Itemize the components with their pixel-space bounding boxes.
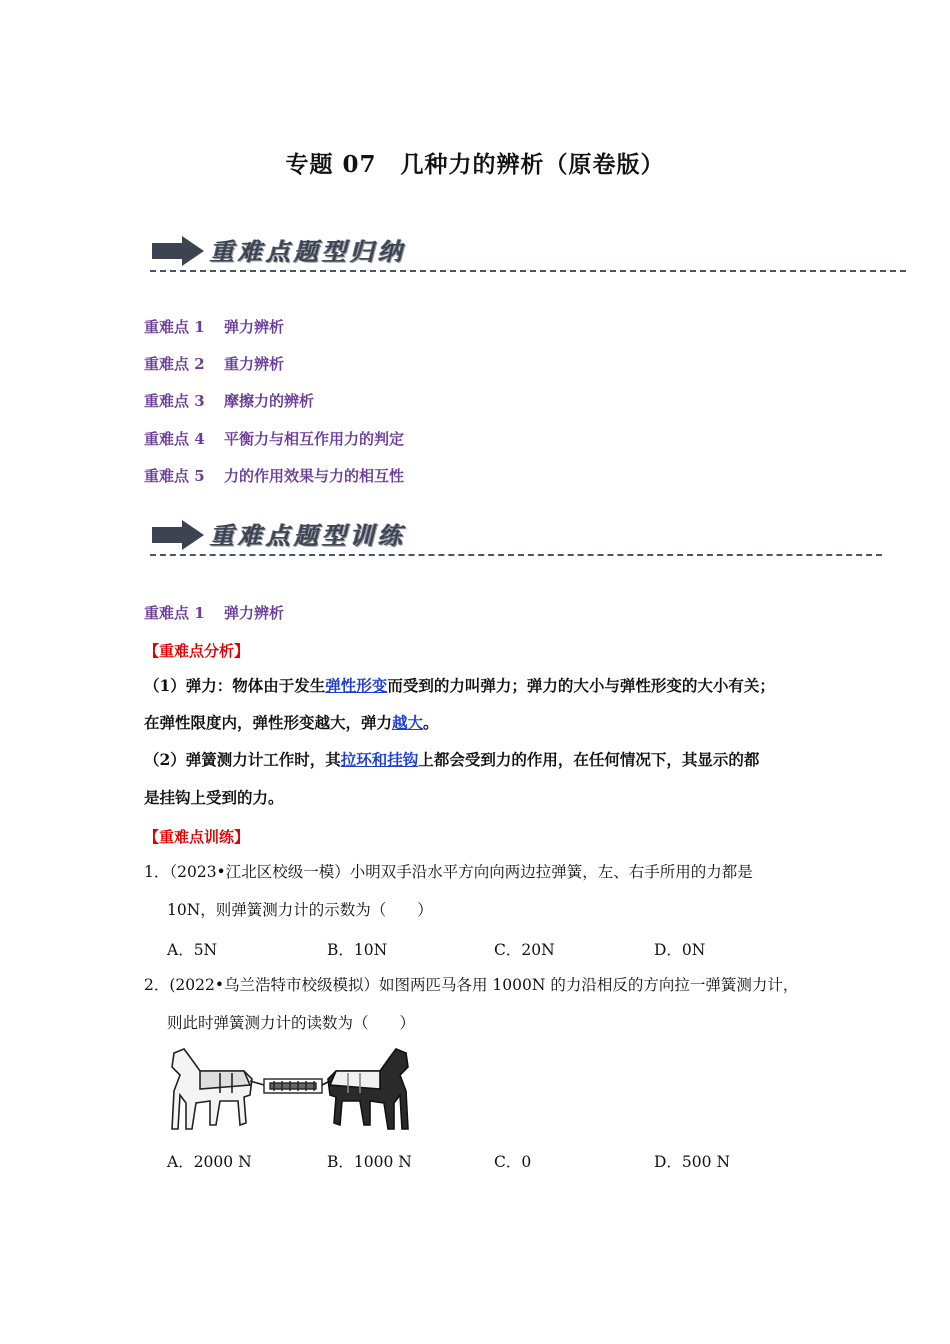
toc-item[interactable]: 重难点 1 弹力辨析 (144, 318, 285, 336)
option-c[interactable]: C．20N (494, 941, 555, 959)
divider (150, 270, 906, 272)
section-heading: 重难点题型归纳 (210, 237, 406, 266)
keyword-link[interactable]: 弹性形变 (325, 676, 388, 695)
question-1-line-1: 1．（2023•江北区校级一模）小明双手沿水平方向向两边拉弹簧，左、右手所用的力都是 (144, 863, 753, 881)
option-d[interactable]: D．0N (654, 941, 706, 959)
toc-item[interactable]: 重难点 2 重力辨析 (144, 355, 285, 373)
right-horse-image (322, 1049, 408, 1129)
question-2-line-2: 则此时弹簧测力计的读数为（ ） (167, 1014, 416, 1032)
option-c[interactable]: C．0 (494, 1153, 532, 1171)
question-2-line-1: 2．(2022•乌兰浩特市校级模拟）如图两匹马各用 1000N 的力沿相反的方向拉一弹簧测力计， (144, 976, 799, 994)
training-label: 【重难点训练】 (144, 828, 250, 846)
option-a[interactable]: A．5N (167, 941, 218, 959)
section-heading: 重难点题型训练 (210, 521, 406, 550)
analysis-paragraph-1-cont: 在弹性限度内，弹性形变越大，弹力越大。 (144, 713, 439, 732)
horses-pulling-spring-scale-figure (160, 1045, 420, 1135)
analysis-label: 【重难点分析】 (144, 642, 250, 660)
option-a[interactable]: A．2000 N (167, 1153, 252, 1171)
analysis-paragraph-1: （1）弹力：物体由于发生弹性形变而受到的力叫弹力；弹力的大小与弹性形变的大小有关； (144, 676, 775, 695)
question-1-line-2: 10N，则弹簧测力计的示数为（ ） (167, 901, 433, 919)
analysis-paragraph-2: （2）弹簧测力计工作时，其拉环和挂钩上都会受到力的作用，在任何情况下，其显示的都 (144, 750, 760, 769)
arrow-icon (150, 518, 206, 552)
keyword-link[interactable]: 越大 (392, 713, 424, 732)
toc-item[interactable]: 重难点 5 力的作用效果与力的相互性 (144, 467, 405, 485)
option-b[interactable]: B．1000 N (327, 1153, 412, 1171)
keyword-link[interactable]: 拉环和挂钩 (340, 750, 419, 769)
point-heading: 重难点 1 弹力辨析 (144, 604, 285, 622)
page-title: 专题 07 几种力的辨析（原卷版） (285, 151, 665, 178)
arrow-icon (150, 234, 206, 268)
section-banner-training (150, 512, 886, 560)
toc-item[interactable]: 重难点 4 平衡力与相互作用力的判定 (144, 430, 405, 448)
option-b[interactable]: B．10N (327, 941, 388, 959)
spring-scale-image (264, 1079, 322, 1093)
divider (150, 554, 882, 556)
left-horse-image (172, 1049, 264, 1129)
analysis-paragraph-2-cont: 是挂钩上受到的力。 (144, 788, 284, 807)
section-banner-summary (150, 228, 910, 276)
option-d[interactable]: D．500 N (654, 1153, 731, 1171)
toc-item[interactable]: 重难点 3 摩擦力的辨析 (144, 392, 315, 410)
